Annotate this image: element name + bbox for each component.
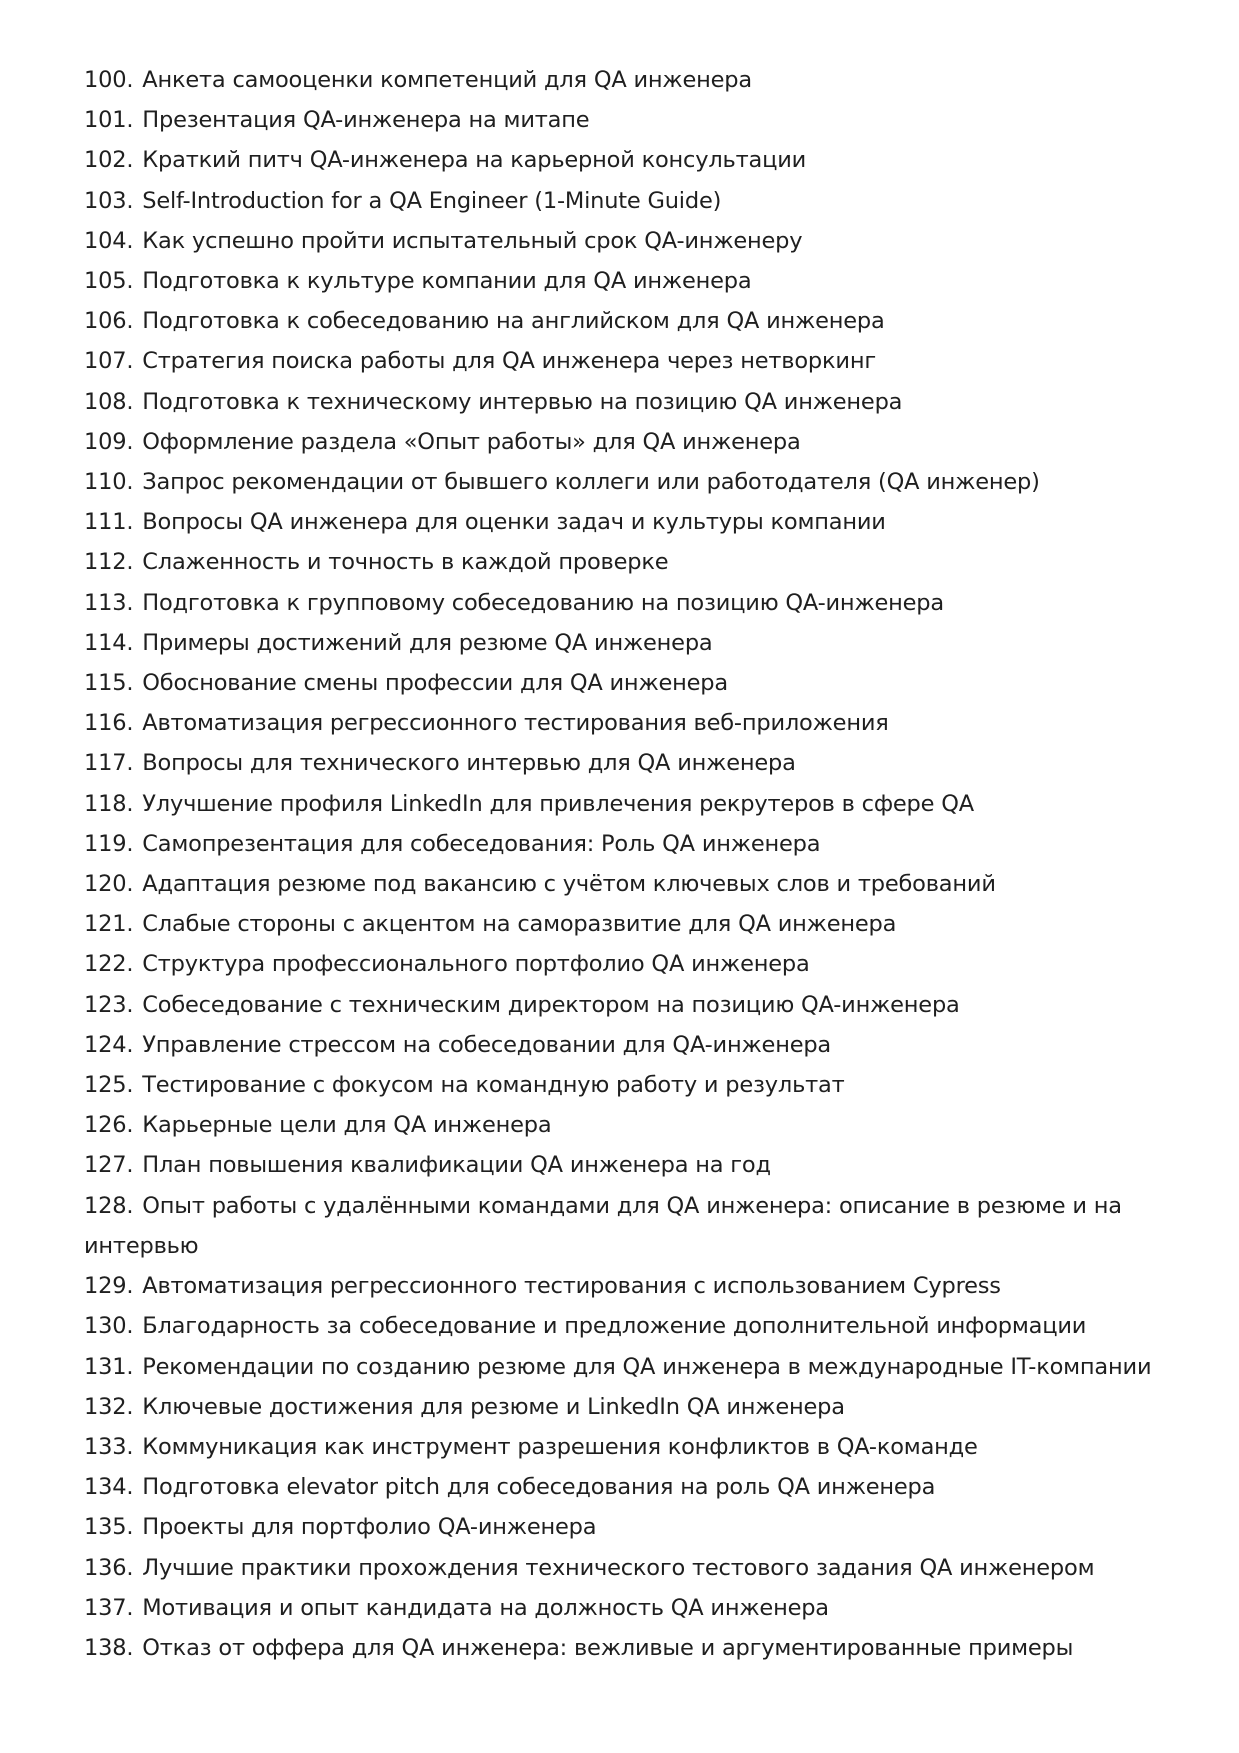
list-item — [84, 703, 1164, 743]
list-item — [84, 542, 1164, 582]
item-number: 137. — [84, 1594, 134, 1621]
item-number: 129. — [84, 1273, 134, 1300]
item-title: Благодарность за собеседование и предложение дополнительной информации — [142, 1313, 1087, 1340]
list-item — [84, 1467, 1164, 1507]
list-item — [84, 341, 1164, 381]
item-number: 117. — [84, 750, 134, 777]
item-number: 122. — [84, 951, 134, 978]
item-title: Собеседование с техническим директором на позицию QA-инженера — [142, 991, 960, 1018]
list-item — [84, 1306, 1164, 1346]
item-title: Вопросы QA инженера для оценки задач и культуры компании — [142, 509, 886, 536]
item-title: Рекомендации по созданию резюме для QA инженера в международные IT-компании — [142, 1353, 1152, 1380]
item-number: 101. — [84, 107, 134, 134]
item-title: Self-Introduction for a QA Engineer (1-Minute Guide) — [142, 187, 722, 214]
item-number: 136. — [84, 1554, 134, 1581]
item-title: Отказ от оффера для QA инженера: вежливые и аргументированные примеры — [142, 1634, 1074, 1661]
item-title: Улучшение профиля LinkedIn для привлечения рекрутеров в сфере QA — [142, 790, 974, 817]
document-page — [84, 60, 1164, 1668]
item-number: 125. — [84, 1072, 134, 1099]
item-number: 123. — [84, 991, 134, 1018]
item-title: Презентация QA-инженера на митапе — [142, 107, 590, 134]
item-number: 131. — [84, 1353, 134, 1380]
item-number: 114. — [84, 629, 134, 656]
list-item — [84, 1387, 1164, 1427]
item-number: 124. — [84, 1031, 134, 1058]
item-number: 118. — [84, 790, 134, 817]
list-item — [84, 1548, 1164, 1588]
item-title: Ключевые достижения для резюме и LinkedIn QA инженера — [142, 1393, 845, 1420]
item-number: 109. — [84, 428, 134, 455]
item-number: 115. — [84, 670, 134, 697]
list-item — [84, 502, 1164, 542]
item-title: Стратегия поиска работы для QA инженера через нетворкинг — [142, 348, 876, 375]
item-title: Подготовка к культуре компании для QA инженера — [142, 268, 752, 295]
item-number: 135. — [84, 1514, 134, 1541]
item-number: 102. — [84, 147, 134, 174]
item-title: Самопрезентация для собеседования: Роль QA инженера — [142, 830, 821, 857]
list-item — [84, 864, 1164, 904]
item-number: 105. — [84, 268, 134, 295]
list-item — [84, 784, 1164, 824]
list-item — [84, 1145, 1164, 1185]
list-item — [84, 382, 1164, 422]
list-item — [84, 583, 1164, 623]
list-item — [84, 422, 1164, 462]
list-item — [84, 140, 1164, 180]
item-title: Проекты для портфолио QA-инженера — [142, 1514, 597, 1541]
item-number: 130. — [84, 1313, 134, 1340]
item-title: Подготовка к собеседованию на английском для QA инженера — [142, 308, 885, 335]
item-title: Структура профессионального портфолио QA инженера — [142, 951, 810, 978]
list-item — [84, 1105, 1164, 1145]
item-number: 133. — [84, 1433, 134, 1460]
list-item — [84, 663, 1164, 703]
list-item — [84, 1186, 1164, 1266]
list-item — [84, 1588, 1164, 1628]
list-item — [84, 985, 1164, 1025]
item-title: Адаптация резюме под вакансию с учётом ключевых слов и требований — [142, 871, 996, 898]
item-title: Запрос рекомендации от бывшего коллеги или работодателя (QA инженер) — [142, 469, 1040, 496]
list-item — [84, 261, 1164, 301]
item-title: Краткий питч QA-инженера на карьерной консультации — [142, 147, 807, 174]
numbered-list — [84, 60, 1164, 1668]
item-number: 120. — [84, 871, 134, 898]
item-title: Опыт работы с удалёнными командами для QA инженера: описание в резюме и на интервью — [84, 1192, 1122, 1259]
item-title: Подготовка к техническому интервью на позицию QA инженера — [142, 388, 903, 415]
item-title: Тестирование с фокусом на командную работу и результат — [142, 1072, 845, 1099]
item-title: Примеры достижений для резюме QA инженера — [142, 629, 713, 656]
item-title: План повышения квалификации QA инженера на год — [142, 1152, 771, 1179]
item-title: Вопросы для технического интервью для QA инженера — [142, 750, 796, 777]
item-title: Слабые стороны с акцентом на саморазвитие для QA инженера — [142, 911, 897, 938]
list-item — [84, 221, 1164, 261]
item-number: 110. — [84, 469, 134, 496]
item-title: Слаженность и точность в каждой проверке — [142, 549, 669, 576]
list-item — [84, 1025, 1164, 1065]
item-number: 132. — [84, 1393, 134, 1420]
item-title: Управление стрессом на собеседовании для QA-инженера — [142, 1031, 832, 1058]
item-title: Коммуникация как инструмент разрешения конфликтов в QA-команде — [142, 1433, 978, 1460]
list-item — [84, 181, 1164, 221]
item-number: 119. — [84, 830, 134, 857]
item-number: 106. — [84, 308, 134, 335]
item-number: 111. — [84, 509, 134, 536]
list-item — [84, 301, 1164, 341]
list-item — [84, 1427, 1164, 1467]
item-title: Подготовка elevator pitch для собеседования на роль QA инженера — [142, 1474, 936, 1501]
item-number: 134. — [84, 1474, 134, 1501]
item-title: Обоснование смены профессии для QA инженера — [142, 670, 728, 697]
item-number: 104. — [84, 227, 134, 254]
item-number: 112. — [84, 549, 134, 576]
item-title: Оформление раздела «Опыт работы» для QA инженера — [142, 428, 801, 455]
item-title: Мотивация и опыт кандидата на должность QA инженера — [142, 1594, 829, 1621]
item-number: 113. — [84, 589, 134, 616]
list-item — [84, 1507, 1164, 1547]
item-number: 107. — [84, 348, 134, 375]
item-number: 116. — [84, 710, 134, 737]
list-item — [84, 1347, 1164, 1387]
list-item — [84, 60, 1164, 100]
list-item — [84, 100, 1164, 140]
item-number: 121. — [84, 911, 134, 938]
list-item — [84, 1266, 1164, 1306]
list-item — [84, 462, 1164, 502]
item-number: 108. — [84, 388, 134, 415]
item-number: 100. — [84, 67, 134, 93]
item-number: 127. — [84, 1152, 134, 1179]
item-title: Подготовка к групповому собеседованию на позицию QA-инженера — [142, 589, 944, 616]
item-title: Анкета самооценки компетенций для QA инженера — [142, 67, 752, 93]
item-number: 138. — [84, 1634, 134, 1661]
list-item — [84, 944, 1164, 984]
list-item — [84, 623, 1164, 663]
item-number: 126. — [84, 1112, 134, 1139]
item-title: Автоматизация регрессионного тестирования с использованием Cypress — [142, 1273, 1001, 1300]
item-number: 128. — [84, 1192, 134, 1219]
list-item — [84, 904, 1164, 944]
item-title: Автоматизация регрессионного тестирования веб-приложения — [142, 710, 889, 737]
list-item — [84, 743, 1164, 783]
item-number: 103. — [84, 187, 134, 214]
item-title: Лучшие практики прохождения технического тестового задания QA инженером — [142, 1554, 1095, 1581]
item-title: Карьерные цели для QA инженера — [142, 1112, 552, 1139]
list-item — [84, 824, 1164, 864]
list-item — [84, 1065, 1164, 1105]
item-title: Как успешно пройти испытательный срок QA-инженеру — [142, 227, 803, 254]
list-item — [84, 1628, 1164, 1668]
